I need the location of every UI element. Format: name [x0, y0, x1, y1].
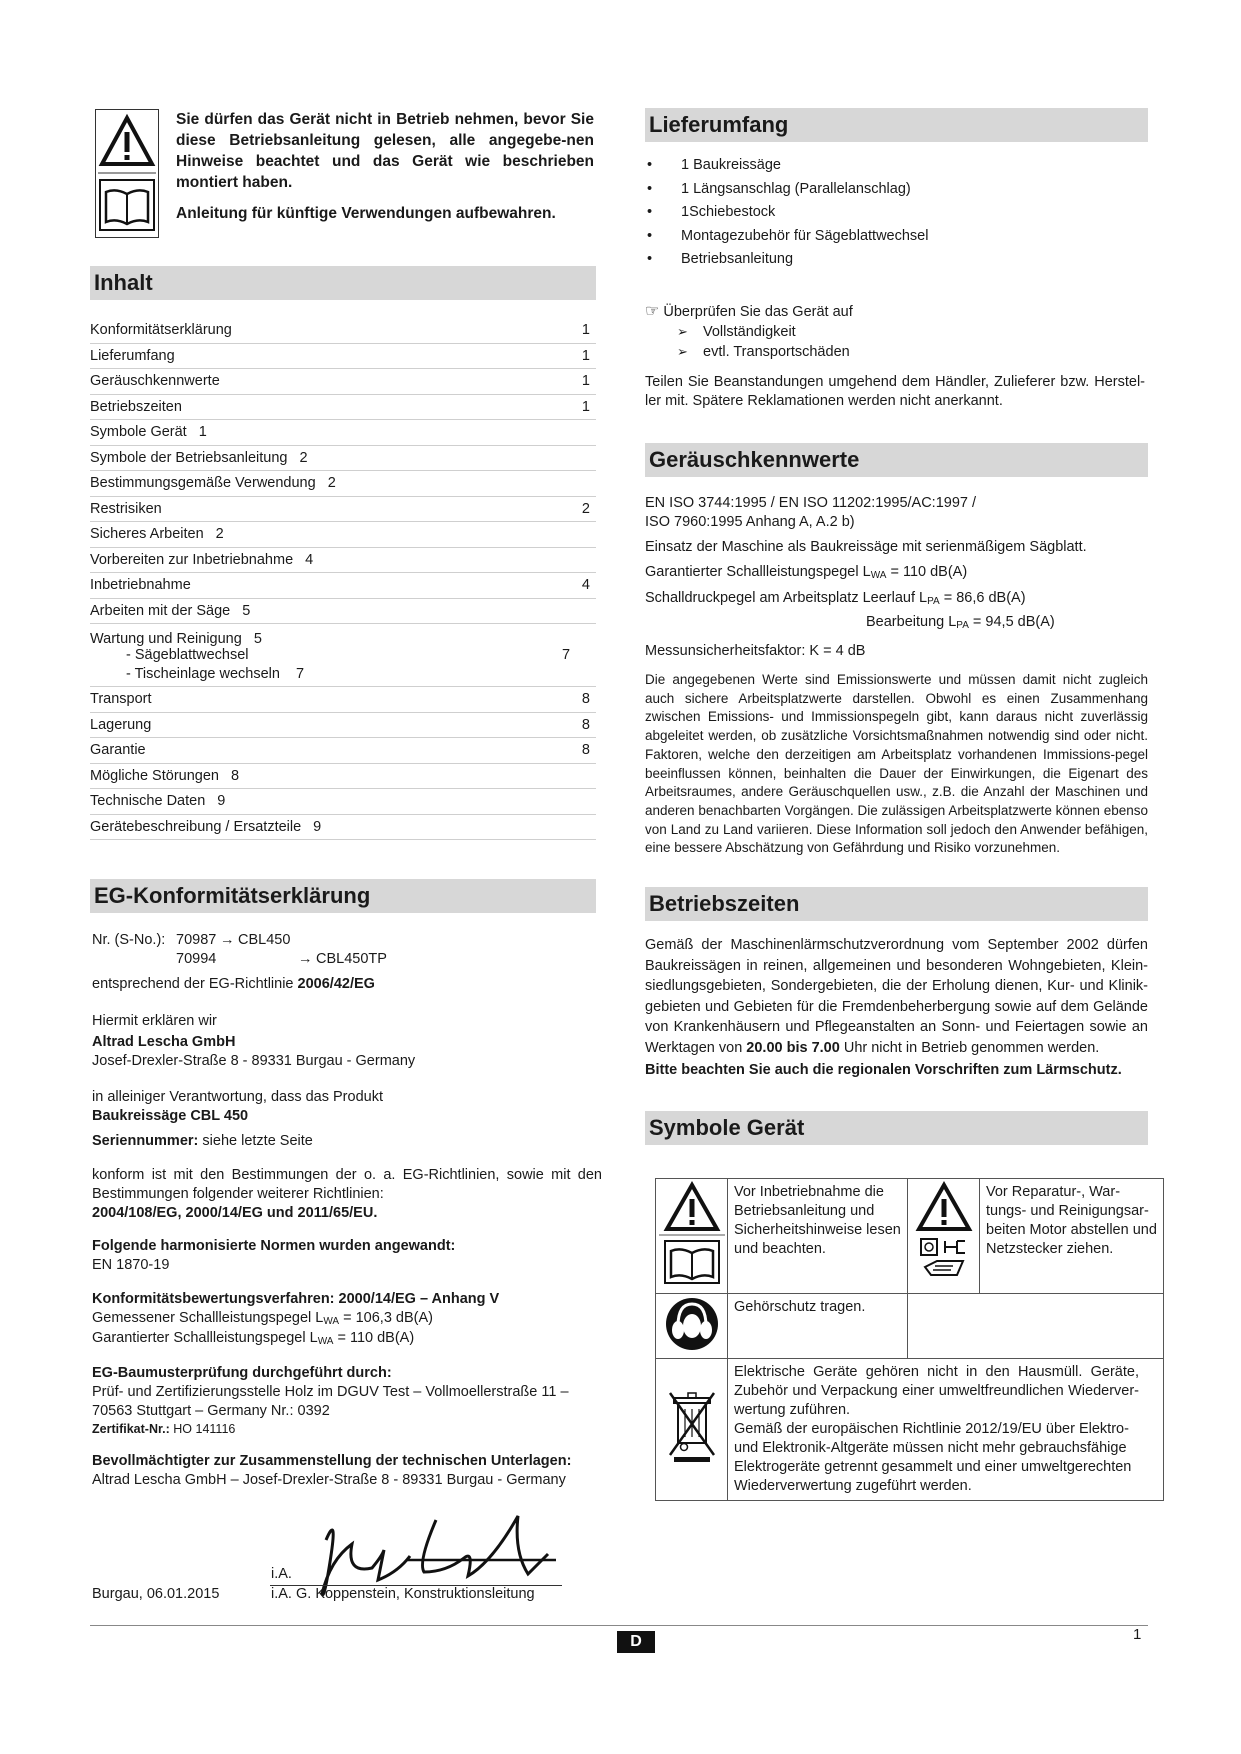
- symbols-title: Symbole Gerät: [645, 1111, 1148, 1145]
- toc-page: 1: [198, 424, 207, 441]
- eg-address: Josef-Drexler-Straße 8 - 89331 Burgau - Germany: [92, 1053, 416, 1069]
- ear-protection-icon: [662, 1294, 722, 1352]
- toc: [90, 318, 596, 840]
- toc-label: Gerätebeschreibung / Ersatzteile: [90, 818, 302, 835]
- eg-nr-label: Nr. (S-No.):: [92, 932, 166, 948]
- warning-text: Sie dürfen das Gerät nicht in Betrieb nehmen, bevor Sie diese Betriebsanleitung gelesen, alle angegebe-nen Hinweise beachtet und das Gerät wie beschrieben montiert haben.: [176, 111, 594, 191]
- symbols-table: [655, 1178, 1164, 1501]
- toc-label: Restrisiken: [90, 500, 162, 517]
- toc-page: 5: [242, 602, 251, 619]
- symbol-text: Elektrische Geräte gehören nicht in den Hausmüll. Geräte, Zubehör und Verpackung einer umweltfreundlichen Wiederver-wertung zuführen.: [734, 1364, 1139, 1418]
- toc-page: 2: [581, 500, 590, 517]
- warning-read-manual-icon: [659, 1179, 725, 1287]
- toc-row[interactable]: [90, 369, 596, 395]
- list-item: • 1Schiebestock: [645, 201, 928, 225]
- toc-label: Bestimmungsgemäße Verwendung: [90, 475, 316, 492]
- eg-norms-label: Folgende harmonisierte Normen wurden angewandt:: [92, 1238, 456, 1254]
- warning-icon-box: [95, 109, 159, 238]
- toc-page: 2: [215, 526, 224, 543]
- toc-page: 1: [581, 398, 590, 415]
- eg-company: Altrad Lescha GmbH: [92, 1034, 236, 1050]
- toc-page: 8: [581, 716, 590, 733]
- noise-title: Geräuschkennwerte: [645, 443, 1148, 477]
- liefer-note: Teilen Sie Beanstandungen umgehend dem Händler, Zulieferer bzw. Herstel-ler mit. Spätere Reklamationen werden nicht anerkannt.: [645, 374, 1145, 409]
- times-note: Bitte beachten Sie auch die regionalen Vorschriften zum Lärmschutz.: [645, 1062, 1122, 1078]
- toc-page: 1: [581, 322, 590, 339]
- warning-triangle-icon: [96, 110, 158, 237]
- symbol-text: Gemäß der europäischen Richtlinie 2012/19/EU über Elektro- und Elektronik-Altgeräte müssen nicht mehr gebrauchsfähige Elektrogeräte getrennt gesammelt und einer umweltgerechten Wiederverwertung zugeführt werden.: [734, 1421, 1132, 1494]
- times-title: Betriebszeiten: [645, 887, 1148, 921]
- toc-page: 8: [230, 767, 240, 784]
- toc-label: Mögliche Störungen: [90, 767, 219, 784]
- toc-page: 8: [581, 691, 590, 708]
- place-date: Burgau, 06.01.2015: [92, 1586, 220, 1602]
- toc-row[interactable]: [90, 573, 596, 599]
- warning-unplug-icon: [911, 1179, 977, 1287]
- eg-resp: in alleiniger Verantwortung, dass das Produkt: [92, 1089, 383, 1105]
- toc-row[interactable]: [90, 548, 596, 574]
- toc-row[interactable]: [90, 789, 596, 815]
- symbol-text: Gehörschutz tragen.: [728, 1294, 908, 1359]
- toc-page: 9: [217, 793, 226, 810]
- toc-row[interactable]: [90, 344, 596, 370]
- signer: i.A. G. Koppenstein, Konstruktionsleitung: [271, 1586, 535, 1602]
- toc-sub-row[interactable]: - Sägeblattwechsel 7: [126, 647, 571, 663]
- eg-auth-label: Bevollmächtigter zur Zusammenstellung der technischen Unterlagen:: [92, 1453, 572, 1469]
- toc-page: 4: [305, 551, 314, 568]
- symbol-text: Vor Inbetriebnahme die Betriebsanleitung und Sicherheitshinweise lesen und beachten.: [728, 1179, 908, 1294]
- toc-label: Sicheres Arbeiten: [90, 526, 204, 543]
- toc-page: 1: [581, 347, 590, 364]
- noise-info: Die angegebenen Werte sind Emissionswerte und müssen damit nicht zugleich auch sichere Arbeitsplatzwerte darstellen. Obwohl es einen Zusammenhang zwischen Emissions- und Immissionspegeln gibt, kann daraus nicht zuverlässig abgeleitet werden, ob zusätzliche Vorsichtsmaßnahmen notwendig sind oder nicht. Faktoren, welche den derzeitigen am Arbeitsplatz vorhandenen Immissions-pegel beeinflussen können, beinhalten die Dauer der Einwirkungen, die Eigenart des Arbeitsraumes, andere Geräuschquellen usw., z.B. die Anzahl der Maschinen und anderen benachbarten Vorgängen. Die zulässigen Arbeitsplatzwerte können ebenso von Land zu Land variieren. Diese Information soll jedoch den Anwender befähigen, eine bessere Abschätzung von Gefährdung und Risiko vorzunehmen.: [645, 672, 1148, 856]
- eg-title: EG-Konformitätserklärung: [90, 879, 596, 913]
- liefer-title: Lieferumfang: [645, 108, 1148, 142]
- toc-label: Vorbereiten zur Inbetriebnahme: [90, 551, 294, 568]
- toc-label: Transport: [90, 691, 152, 708]
- toc-row[interactable]: [90, 599, 596, 625]
- eg-proc-label: Konformitätsbewertungsverfahren: 2000/14/EG – Anhang V: [92, 1291, 500, 1307]
- list-item: • 1 Längsanschlag (Parallelanschlag): [645, 178, 928, 202]
- toc-row[interactable]: [90, 713, 596, 739]
- toc-page: 2: [299, 449, 308, 466]
- toc-row[interactable]: [90, 738, 596, 764]
- list-item: ➢ evtl. Transportschäden: [665, 342, 853, 362]
- page-number: 1: [1133, 1626, 1142, 1643]
- toc-page: 2: [327, 475, 336, 492]
- eg-conform: konform ist mit den Bestimmungen der o. a. EG-Richtlinien, sowie mit den Bestimmungen folgender weiterer Richtlinien:: [92, 1167, 602, 1202]
- eg-directives: 2004/108/EG, 2000/14/EG und 2011/65/EU.: [92, 1205, 378, 1221]
- list-item: • 1 Baukreissäge: [645, 154, 928, 178]
- toc-label: Symbole der Betriebsanleitung: [90, 449, 288, 466]
- toc-row[interactable]: [90, 395, 596, 421]
- toc-title: Inhalt: [90, 266, 596, 300]
- toc-label: Geräuschkennwerte: [90, 373, 220, 390]
- toc-row[interactable]: [90, 318, 596, 344]
- toc-page: 9: [313, 818, 322, 835]
- eg-declare: Hiermit erklären wir: [92, 1013, 217, 1029]
- toc-label: Lieferumfang: [90, 347, 175, 364]
- list-item: • Betriebsanleitung: [645, 248, 928, 272]
- toc-row[interactable]: Wartung und Reinigung 5: [90, 631, 262, 647]
- toc-label: Arbeiten mit der Säge: [90, 602, 231, 619]
- list-item: ➢ Vollständigkeit: [665, 322, 853, 342]
- liefer-list: [645, 154, 928, 272]
- eg-exam-label: EG-Baumusterprüfung durchgeführt durch:: [92, 1365, 392, 1381]
- warning-keep: Anleitung für künftige Verwendungen aufbewahren.: [176, 205, 556, 222]
- eg-norm: EN 1870-19: [92, 1257, 170, 1273]
- toc-row[interactable]: [90, 446, 596, 472]
- eg-product: Baukreissäge CBL 450: [92, 1108, 249, 1124]
- toc-page: 8: [581, 742, 590, 759]
- toc-sub-row[interactable]: - Tischeinlage wechseln 7: [90, 666, 596, 687]
- symbol-text: Vor Reparatur-, War-tungs- und Reinigungsar-beiten Motor abstellen und Netzstecker ziehen.: [980, 1179, 1164, 1294]
- book-icon: [100, 180, 154, 230]
- signature-ia: i.A.: [271, 1566, 292, 1582]
- toc-row[interactable]: [90, 764, 596, 790]
- toc-row[interactable]: [90, 815, 596, 841]
- toc-row[interactable]: [90, 687, 596, 713]
- language-badge: D: [617, 1631, 655, 1653]
- toc-row[interactable]: [90, 471, 596, 497]
- list-item: • Montagezubehör für Sägeblattwechsel: [645, 225, 928, 249]
- toc-row[interactable]: [90, 420, 596, 446]
- weee-crossed-bin-icon: [664, 1389, 720, 1465]
- toc-label: Konformitätserklärung: [90, 322, 232, 339]
- toc-page: 4: [581, 577, 590, 594]
- toc-label: Betriebszeiten: [90, 398, 182, 415]
- toc-label: Technische Daten: [90, 793, 206, 810]
- pointing-hand-icon: ☞: [645, 303, 660, 320]
- toc-page: 1: [581, 373, 590, 390]
- toc-row[interactable]: [90, 522, 596, 548]
- toc-label: Garantie: [90, 742, 146, 759]
- toc-row[interactable]: [90, 497, 596, 523]
- toc-label: Inbetriebnahme: [90, 577, 191, 594]
- toc-label: Symbole Gerät: [90, 424, 187, 441]
- toc-label: Lagerung: [90, 716, 152, 733]
